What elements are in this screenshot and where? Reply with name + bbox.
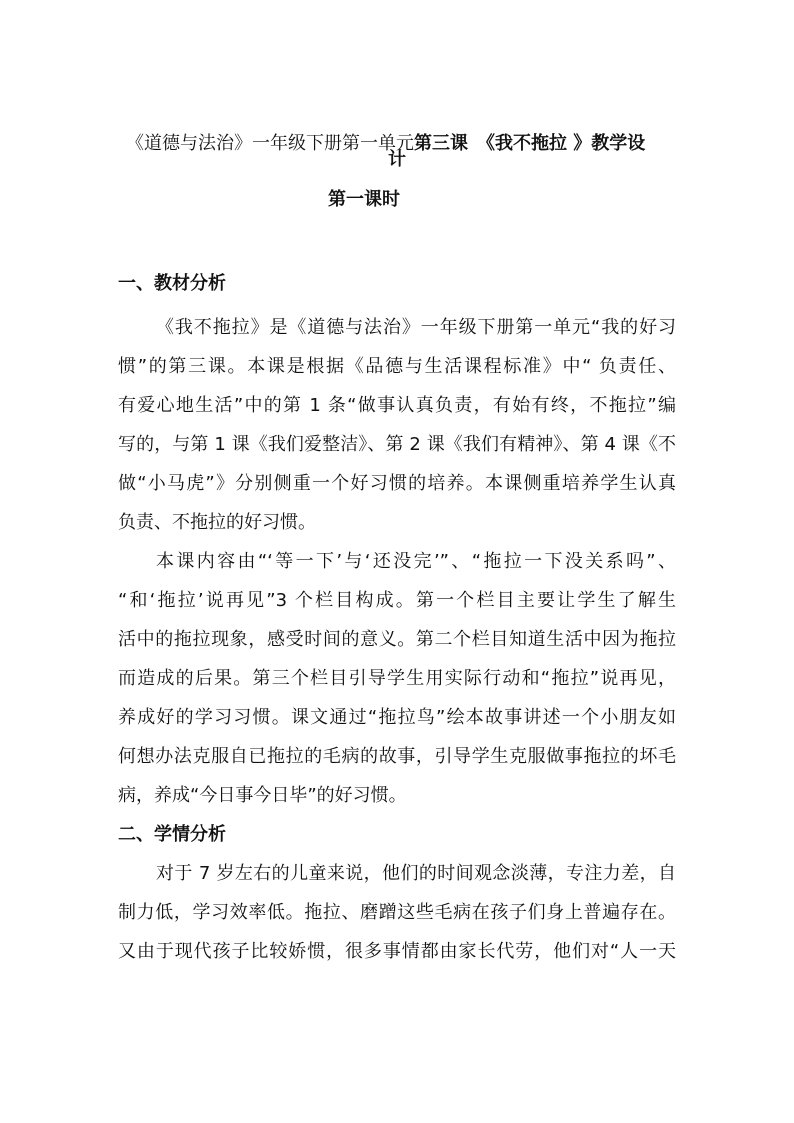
paragraph-line: 制力低，学习效率低。拖拉、磨蹭这些毛病在孩子们身上普遍存在。 bbox=[118, 902, 676, 923]
paragraph-line: 又由于现代孩子比较娇惯，很多事情都由家长代劳，他们对“人一天 bbox=[118, 941, 676, 962]
paragraph-line: 养成好的学习习惯。课文通过“拖拉鸟”绘本故事讲述一个小朋友如 bbox=[118, 707, 676, 728]
paragraph-line: 何想办法克服自已拖拉的毛病的故事，引导学生克服做事拖拉的坏毛 bbox=[118, 746, 676, 767]
document-subtitle: 第一课时 bbox=[328, 189, 400, 210]
section-heading-learner-analysis: 二、学情分析 bbox=[118, 824, 226, 845]
document-title-part-1: 《道德与法治》一年级下册第一单元 bbox=[126, 133, 414, 154]
paragraph-line: 写的，与第 1 课《我们爱整洁》、第 2 课《我们有精神》、第 4 课《不 bbox=[118, 434, 676, 455]
section-heading-textbook-analysis: 一、教材分析 bbox=[118, 273, 226, 294]
paragraph-line: 做“小马虎”》分别侧重一个好习惯的培养。本课侧重培养学生认真 bbox=[118, 473, 676, 494]
paragraph-line: 负责、不拖拉的好习惯。 bbox=[118, 512, 316, 533]
paragraph-line: 惯”的第三课。本课是根据《品德与生活课程标准》中“ 负责任、 bbox=[118, 356, 676, 377]
paragraph-line: 本课内容由“‘等一下’与‘还没完’”、“拖拉一下没关系吗”、 bbox=[156, 551, 676, 572]
document-title-line-1 bbox=[126, 132, 645, 156]
document-title-line-2: 计 bbox=[388, 149, 406, 170]
document-title-part-2: 第三课 《我不拖拉 》教学设 bbox=[414, 133, 646, 154]
paragraph-line: 有爱心地生活”中的第 1 条“做事认真负责，有始有终，不拖拉”编 bbox=[118, 395, 676, 416]
paragraph-line: “和‘拖拉’说再见”3 个栏目构成。第一个栏目主要让学生了解生 bbox=[118, 590, 676, 611]
paragraph-line: 而造成的后果。第三个栏目引导学生用实际行动和“拖拉”说再见， bbox=[118, 668, 676, 689]
paragraph-line: 对于 7 岁左右的儿童来说，他们的时间观念淡薄，专注力差，自 bbox=[156, 863, 676, 884]
paragraph-line: 病，养成“今日事今日毕”的好习惯。 bbox=[118, 785, 407, 806]
paragraph-line: 《我不拖拉》是《道德与法治》一年级下册第一单元“我的好习 bbox=[156, 317, 676, 338]
paragraph-line: 活中的拖拉现象，感受时间的意义。第二个栏目知道生活中因为拖拉 bbox=[118, 629, 676, 650]
